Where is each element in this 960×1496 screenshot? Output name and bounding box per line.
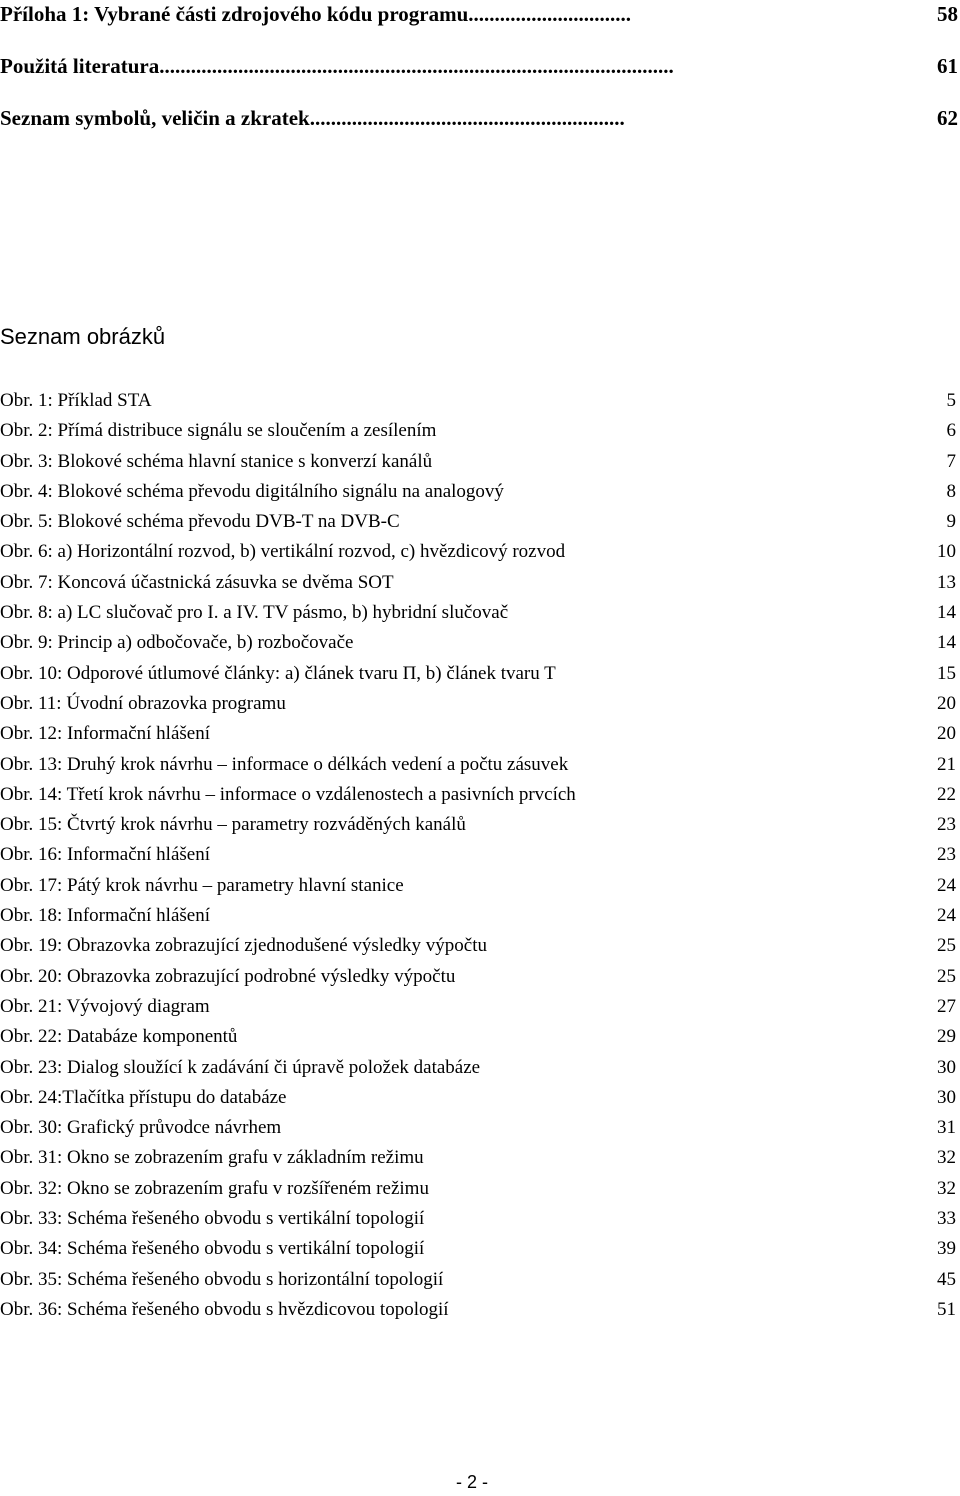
figure-list-item [0,962,960,992]
figure-list-item [0,719,960,749]
figure-page: 9 [946,511,956,533]
figure-page: 45 [937,1268,956,1290]
figure-page: 33 [937,1208,956,1230]
figure-page: 32 [937,1177,956,1199]
figure-page: 13 [937,571,956,593]
figure-label: Obr. 19: Obrazovka zobrazující zjednodušené výsledky výpočtu [0,935,487,957]
figure-list-item [0,477,960,507]
figure-list-item [0,1174,960,1204]
figure-label: Obr. 32: Okno se zobrazením grafu v rozšířeném režimu [0,1177,429,1199]
figure-list-item [0,1265,960,1295]
figure-label: Obr. 33: Schéma řešeného obvodu s vertikální topologií [0,1208,425,1230]
figure-page: 25 [937,965,956,987]
figure-list-item [0,1234,960,1264]
figure-page: 15 [937,662,956,684]
figure-label: Obr. 2: Přímá distribuce signálu se sloučením a zesílením [0,420,437,442]
figure-page: 25 [937,935,956,957]
figure-label: Obr. 17: Pátý krok návrhu – parametry hlavní stanice [0,874,404,896]
figure-label: Obr. 13: Druhý krok návrhu – informace o délkách vedení a počtu zásuvek [0,753,569,775]
figure-label: Obr. 34: Schéma řešeného obvodu s vertikální topologií [0,1238,425,1260]
figure-list-item [0,750,960,780]
figure-list-item [0,386,960,416]
figure-page: 30 [937,1086,956,1108]
figure-page: 51 [937,1298,956,1320]
toc-entry-title: Seznam symbolů, veličin a zkratek............................................................ [0,106,625,130]
figure-label: Obr. 5: Blokové schéma převodu DVB-T na DVB-C [0,511,400,533]
figure-label: Obr. 7: Koncová účastnická zásuvka se dvěma SOT [0,571,394,593]
figure-label: Obr. 1: Příklad STA [0,390,152,411]
figure-page: 20 [937,692,956,714]
figure-label: Obr. 31: Okno se zobrazením grafu v základním režimu [0,1147,424,1169]
figure-list-item [0,780,960,810]
figure-page: 7 [946,450,956,472]
figure-label: Obr. 9: Princip a) odbočovače, b) rozbočovače [0,632,354,654]
section-heading: Seznam obrázků [0,324,166,349]
figure-list-item [0,1053,960,1083]
figure-list-item [0,1204,960,1234]
figure-label: Obr. 30: Grafický průvodce návrhem [0,1117,282,1139]
toc-entry [0,0,960,34]
figure-page: 24 [937,905,956,927]
figure-page: 5 [946,390,956,411]
figure-list-item [0,598,960,628]
figure-list-item [0,659,960,689]
figure-page: 23 [937,844,956,866]
figure-label: Obr. 12: Informační hlášení [0,723,211,745]
page-number: - 2 - [455,1472,488,1492]
figure-label: Obr. 36: Schéma řešeného obvodu s hvězdicovou topologií [0,1298,449,1320]
figure-label: Obr. 22: Databáze komponentů [0,1026,238,1048]
figure-page: 10 [937,541,956,563]
toc-entry [0,104,960,138]
figure-list-item [0,1113,960,1143]
figure-page: 39 [937,1238,956,1260]
figure-list-item [0,568,960,598]
figure-list-item [0,1083,960,1113]
figure-label: Obr. 11: Úvodní obrazovka programu [0,692,286,714]
figure-list-item [0,416,960,446]
figure-page: 8 [946,480,956,502]
figure-list-item [0,810,960,840]
figure-label: Obr. 21: Vývojový diagram [0,995,210,1017]
toc-entry [0,52,960,86]
figure-page: 14 [937,602,956,624]
figure-list-item [0,992,960,1022]
figure-label: Obr. 6: a) Horizontální rozvod, b) vertikální rozvod, c) hvězdicový rozvod [0,541,566,563]
figure-list-item [0,628,960,658]
toc-entry-title: Použitá literatura.................................................................................................. [0,54,674,78]
figure-page: 30 [937,1056,956,1078]
figure-label: Obr. 4: Blokové schéma převodu digitálního signálu na analogový [0,480,504,502]
figure-page: 24 [937,874,956,896]
toc-entry-page: 61 [937,54,958,78]
toc-entry-page: 62 [937,106,958,130]
figure-list [0,386,960,1325]
figure-page: 32 [937,1147,956,1169]
figure-page: 31 [937,1117,956,1139]
figure-label: Obr. 16: Informační hlášení [0,844,211,866]
figure-label: Obr. 18: Informační hlášení [0,905,211,927]
figure-label: Obr. 23: Dialog sloužící k zadávání či úpravě položek databáze [0,1056,481,1078]
figure-list-item [0,537,960,567]
figure-page: 23 [937,814,956,836]
figure-label: Obr. 14: Třetí krok návrhu – informace o vzdálenostech a pasivních prvcích [0,783,576,805]
figure-label: Obr. 10: Odporové útlumové články: a) článek tvaru Π, b) článek tvaru T [0,662,556,684]
figure-list-item [0,901,960,931]
figure-label: Obr. 15: Čtvrtý krok návrhu – parametry rozváděných kanálů [0,814,466,836]
figure-label: Obr. 8: a) LC slučovač pro I. a IV. TV pásmo, b) hybridní slučovač [0,602,509,624]
toc-entry-title: Příloha 1: Vybrané části zdrojového kódu programu............................... [0,2,632,26]
figure-list-item [0,1295,960,1325]
figure-page: 27 [937,995,956,1017]
figure-list-item [0,931,960,961]
figure-list-item [0,1143,960,1173]
figure-list-item [0,871,960,901]
toc-entry-page: 58 [937,2,958,26]
figure-list-item [0,689,960,719]
figure-page: 20 [937,723,956,745]
figure-list-item [0,507,960,537]
figure-list-item [0,1022,960,1052]
figure-page: 14 [937,632,956,654]
figure-list-item [0,840,960,870]
figure-page: 22 [937,783,956,805]
figure-label: Obr. 3: Blokové schéma hlavní stanice s konverzí kanálů [0,450,433,472]
figure-label: Obr. 20: Obrazovka zobrazující podrobné výsledky výpočtu [0,965,456,987]
figure-page: 29 [937,1026,956,1048]
figure-page: 6 [946,420,956,442]
figure-list-item [0,447,960,477]
figure-label: Obr. 35: Schéma řešeného obvodu s horizontální topologií [0,1268,444,1290]
figure-page: 21 [937,753,956,775]
figure-label: Obr. 24:Tlačítka přístupu do databáze [0,1086,287,1108]
